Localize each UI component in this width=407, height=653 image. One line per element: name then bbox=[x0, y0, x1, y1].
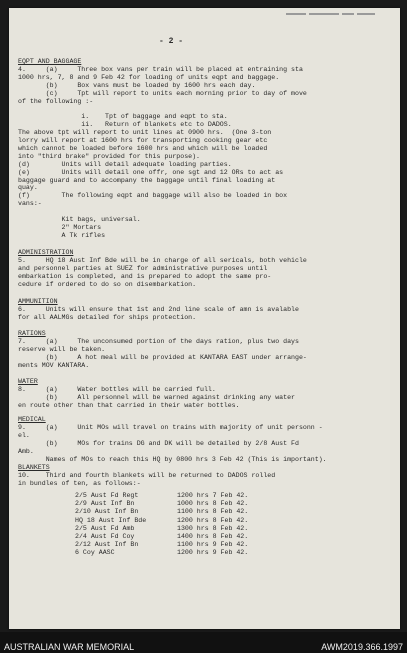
body-line: and personnel parties at SUEZ for administrative purposes until bbox=[18, 264, 268, 272]
section-heading: BLANKETS bbox=[18, 464, 50, 471]
footer-left-label: AUSTRALIAN WAR MEMORIAL bbox=[4, 642, 135, 652]
section-heading: RATIONS bbox=[18, 330, 46, 337]
page-number: - 2 - bbox=[159, 37, 184, 46]
body-line: i. Tpt of baggage and eqpt to sta. bbox=[18, 113, 228, 121]
schedule-time: 1100 hrs 9 Feb 42. bbox=[177, 541, 249, 549]
body-line: Amb. bbox=[18, 447, 34, 455]
schedule-unit: 2/12 Aust Inf Bn bbox=[75, 541, 139, 549]
schedule-unit: 2/5 Aust Fd Regt bbox=[75, 492, 139, 499]
schedule-unit: 2/4 Aust Fd Coy bbox=[75, 533, 135, 540]
schedule-time: 1300 hrs 8 Feb 42. bbox=[177, 524, 249, 532]
body-line: in bundles of ten, as follows:- bbox=[18, 479, 141, 487]
body-line: reserve will be taken. bbox=[18, 345, 106, 353]
body-line: en route other than that carried in their water bottles. bbox=[18, 401, 240, 409]
body-line: A Tk rifles bbox=[18, 231, 106, 239]
footer-bar bbox=[0, 632, 407, 653]
body-line: lorry will report at 1600 hrs for transporting cooking gear etc bbox=[18, 137, 268, 144]
ink-marks bbox=[286, 11, 386, 23]
body-line: 8. (a) Water bottles will be carried full. bbox=[18, 385, 216, 393]
schedule-time: 1200 hrs 7 Feb 42. bbox=[177, 492, 249, 499]
body-line: Names of MOs to reach this HQ by 0800 hrs 3 Feb 42 (This is important). bbox=[18, 455, 327, 463]
body-line: vans:- bbox=[18, 200, 42, 208]
document-page bbox=[9, 8, 400, 629]
section-heading: MEDICAL bbox=[18, 416, 46, 423]
schedule-unit: 2/9 Aust Inf Bn bbox=[75, 500, 135, 508]
schedule-unit: 2/10 Aust Inf Bn bbox=[75, 508, 139, 516]
body-line: which cannot be loaded before 1600 hrs and which will be loaded bbox=[18, 144, 268, 152]
section-heading: AMMUNITION bbox=[18, 298, 58, 305]
body-line: quay. bbox=[18, 184, 38, 192]
body-line: ments MOV KANTARA. bbox=[18, 361, 90, 369]
schedule-unit: 2/5 Aust Fd Amb bbox=[75, 524, 135, 532]
body-line: The above tpt will report to unit lines at 0900 hrs. (One 3-ton bbox=[18, 129, 272, 137]
body-line: 10. Third and fourth blankets will be returned to DADOS rolled bbox=[18, 471, 276, 479]
section-heading: ADMINISTRATION bbox=[18, 249, 74, 256]
body-line: 5. HQ 18 Aust Inf Bde will be in charge of all sericals, both vehicle bbox=[18, 256, 307, 264]
body-line: 6. Units will ensure that 1st and 2nd line scale of amn is avalable bbox=[18, 305, 299, 313]
schedule-time: 1200 hrs 9 Feb 42. bbox=[177, 549, 249, 557]
body-line: of the following :- bbox=[18, 97, 94, 105]
footer-right-label: AWM2019.366.1997 bbox=[321, 642, 403, 652]
body-line: embarkation is completed, and is prepared to adopt the same pro- bbox=[18, 272, 272, 280]
body-line: el. bbox=[18, 431, 30, 439]
body-line: 9. (a) Unit MOs will travel on trains with majority of unit personn - bbox=[18, 423, 323, 431]
section-heading: EQPT AND BAGGAGE bbox=[18, 58, 82, 65]
schedule-time: 1400 hrs 8 Feb 42. bbox=[177, 533, 249, 540]
body-line: Kit bags, universal. bbox=[18, 216, 141, 223]
schedule-unit: 6 Coy AASC bbox=[75, 549, 115, 557]
body-line: ii. Return of blankets etc to DADOS. bbox=[18, 121, 232, 129]
schedule-time: 1200 hrs 8 Feb 42. bbox=[177, 516, 249, 524]
body-line: (b) A hot meal will be provided at KANTARA EAST under arrange- bbox=[18, 353, 307, 361]
body-line: (d) Units will detail adequate loading parties. bbox=[18, 160, 232, 168]
body-line: baggage guard and to accompany the baggage until final loading at bbox=[18, 176, 276, 184]
body-line: cedure if ordered to do so on disembarkation. bbox=[18, 280, 197, 288]
schedule-time: 1100 hrs 8 Feb 42. bbox=[177, 508, 249, 516]
body-line: (f) The following eqpt and baggage will also be loaded in box bbox=[18, 192, 288, 200]
body-line: (c) Tpt will report to units each morning prior to day of move bbox=[18, 89, 307, 97]
body-line: (b) Box vans must be loaded by 1600 hrs each day. bbox=[18, 81, 256, 89]
body-line: (b) All personnel will be warned against drinking any water bbox=[18, 393, 295, 401]
schedule-time: 1000 hrs 8 Feb 42. bbox=[177, 500, 249, 508]
body-line: into "third brake" provided for this purpose). bbox=[18, 152, 201, 160]
body-line: (b) MOs for trains DG and DK will be detailed by 2/8 Aust Fd bbox=[18, 439, 299, 447]
body-line: 1000 hrs, 7, 8 and 9 Feb 42 for loading of units eqpt and baggage. bbox=[18, 73, 280, 81]
section-heading: WATER bbox=[18, 378, 38, 385]
body-line: 2" Mortars bbox=[18, 223, 102, 231]
body-line: 4. (a) Three box vans per train will be placed at entraining sta bbox=[18, 65, 303, 73]
schedule-unit: HQ 18 Aust Inf Bde bbox=[75, 516, 147, 524]
body-line: for all AALMGs detailed for ships protection. bbox=[18, 313, 197, 321]
body-line: (e) Units will detail one offr, one sgt and 12 ORs to act as bbox=[18, 168, 284, 176]
body-line: 7. (a) The unconsumed portion of the days ration, plus two days bbox=[18, 337, 299, 345]
